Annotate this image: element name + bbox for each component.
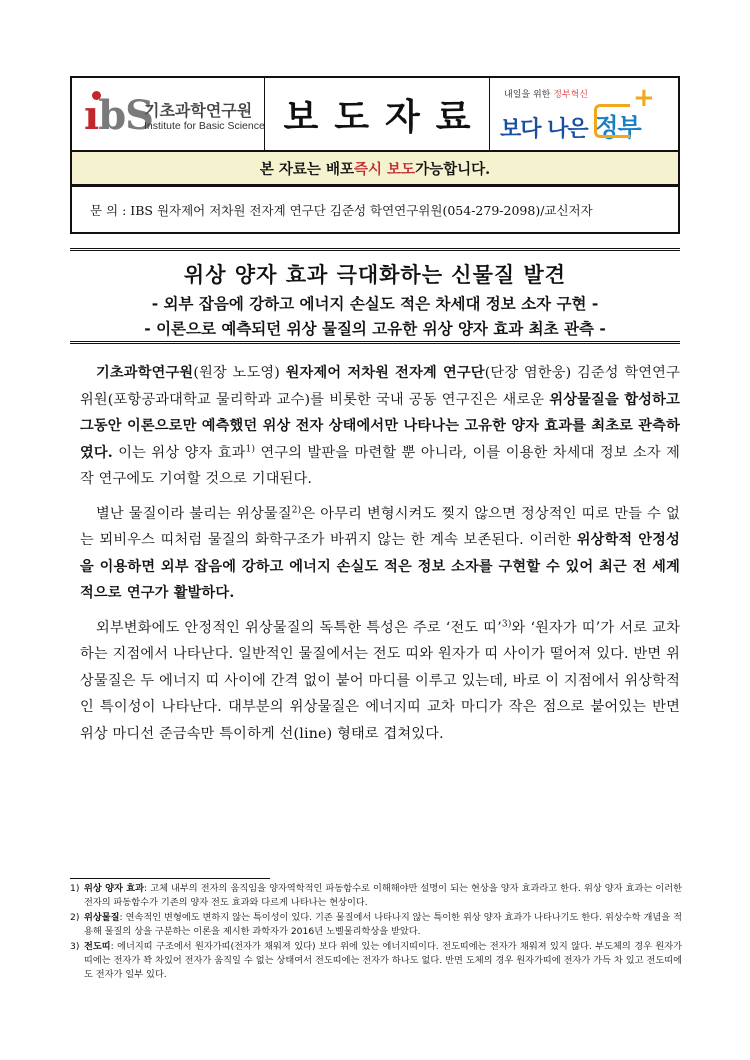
gov-plus-icon: + [633, 83, 655, 113]
footnote-ref: 2) [291, 504, 302, 515]
gov-slogan: 내일을 위한 정부혁신 [504, 90, 588, 100]
ibs-logo-korean: 기초과학연구원 [144, 101, 253, 120]
footnote-ref: 1) [245, 443, 256, 454]
contact-info: 문 의 : IBS 원자제어 저차원 전자계 연구단 김준성 학연연구위원(054-279-2098)/교신저자 [70, 186, 680, 234]
ibs-logo [72, 78, 265, 150]
headline: 위상 양자 효과 극대화하는 신물질 발견 [183, 263, 567, 287]
footnote-divider [70, 878, 270, 879]
gov-logo [490, 78, 678, 150]
ibs-logo-english: Institute for Basic Science [144, 120, 265, 132]
gov-logo-text: 보다 나은 정부 [500, 113, 641, 142]
footnote: 3) 전도띠: 에너지띠 구조에서 원자가띠(전자가 채워져 있다) 보다 위에 있는 에너지띠이다. 전도띠에는 전자가 채워져 있지 않다. 부도체의 경우 원자가띠에는 전자가 꽉 차있어 전자가 움직일 수 없는 상태여서 전도띠에는 전자가 하나도 없다. 반면 도체의 경우 원자가띠에 전자가 가득 차 있고 전도띠에도 전자가 일부 있다. [70, 941, 682, 980]
gov-bracket-icon [594, 104, 630, 138]
subheadline-1: - 외부 잡음에 강하고 에너지 손실도 적은 차세대 정보 소자 구현 - [151, 295, 599, 313]
paragraph-3: 외부변화에도 안정적인 위상물질의 독특한 특성은 주로 ‘전도 띠’$^{3)}$와 ‘원자가 띠’가 서로 교차하는 지점에서 나타난다. 일반적인 물질에서는 전도 띠와 원자가 띠 사이가 떨어져 있다. 반면 위상물질은 두 에너지 띠 사이에 간격 없이 붙어 마디를 이루고 있는데, 바로 이 지점에서 위상학적인 특이성이 나타난다. 대부분의 위상물질은 에너지띠 교차 마디가 작은 점으로 붙어있는 반면 위상 마디선 준금속만 특이하게 선(line) 형태로 겹쳐있다. [80, 618, 680, 742]
subheadline-2: - 이론으로 예측되던 위상 물질의 고유한 위상 양자 효과 최초 관측 - [144, 320, 606, 338]
release-notice: 본 자료는 배포 즉시 보도 가능합니다. [70, 152, 680, 186]
press-label-cell [265, 78, 490, 150]
footnote-ref: 3) [501, 618, 512, 629]
footnotes [70, 882, 682, 983]
ibs-logo-mark: ıbS [84, 92, 154, 139]
headline-box [70, 248, 680, 344]
footnote: 1) 위상 양자 효과: 고체 내부의 전자의 움직임을 양자역학적인 파동함수로 이해해야만 설명이 되는 현상을 양자 효과라고 한다. 위상 양자 효과는 이러한 전자의 파동함수가 기존의 양자 전도 효과와 다르게 나타나는 현상이다. [70, 883, 682, 908]
footnote: 2) 위상물질: 연속적인 변형에도 변하지 않는 특이성이 있다. 기존 물질에서 나타나지 않는 특이한 위상 양자 효과가 나타나기도 한다. 위상수학 개념을 적용해 물질의 상을 구분하는 이론을 제시한 과학자가 2016년 노벨물리학상을 받았다. [70, 912, 682, 937]
article-body [80, 360, 680, 755]
paragraph-2: 별난 물질이라 불리는 위상물질$^{2)}$은 아무리 변형시켜도 찢지 않으면 정상적인 띠로 만들 수 없는 뫼비우스 띠처럼 물질의 화학구조가 바뀌지 않는 한 계속 보존된다. 이러한 위상학적 안정성을 이용하면 외부 잡음에 강하고 에너지 손실도 적은 정보 소자를 구현할 수 있어 최근 전 세계적으로 연구가 활발하다. [80, 504, 680, 601]
paragraph-1: 기초과학연구원(원장 노도영) 원자제어 저차원 전자계 연구단(단장 염한웅) 김준성 학연연구위원(포항공과대학교 물리학과 교수)를 비롯한 국내 공동 연구진은 새로운 위상물질을 합성하고 그동안 이론으로만 예측했던 위상 전자 상태에서만 나타나는 고유한 양자 효과를 최초로 관측하였다. 이는 위상 양자 효과$^{1)}$ 연구의 발판을 마련할 뿐 아니라, 이를 이용한 차세대 정보 소자 제작 연구에도 기여할 것으로 기대된다. [80, 365, 680, 487]
press-label: 보도자료 [283, 96, 487, 138]
press-release-header [70, 76, 680, 152]
